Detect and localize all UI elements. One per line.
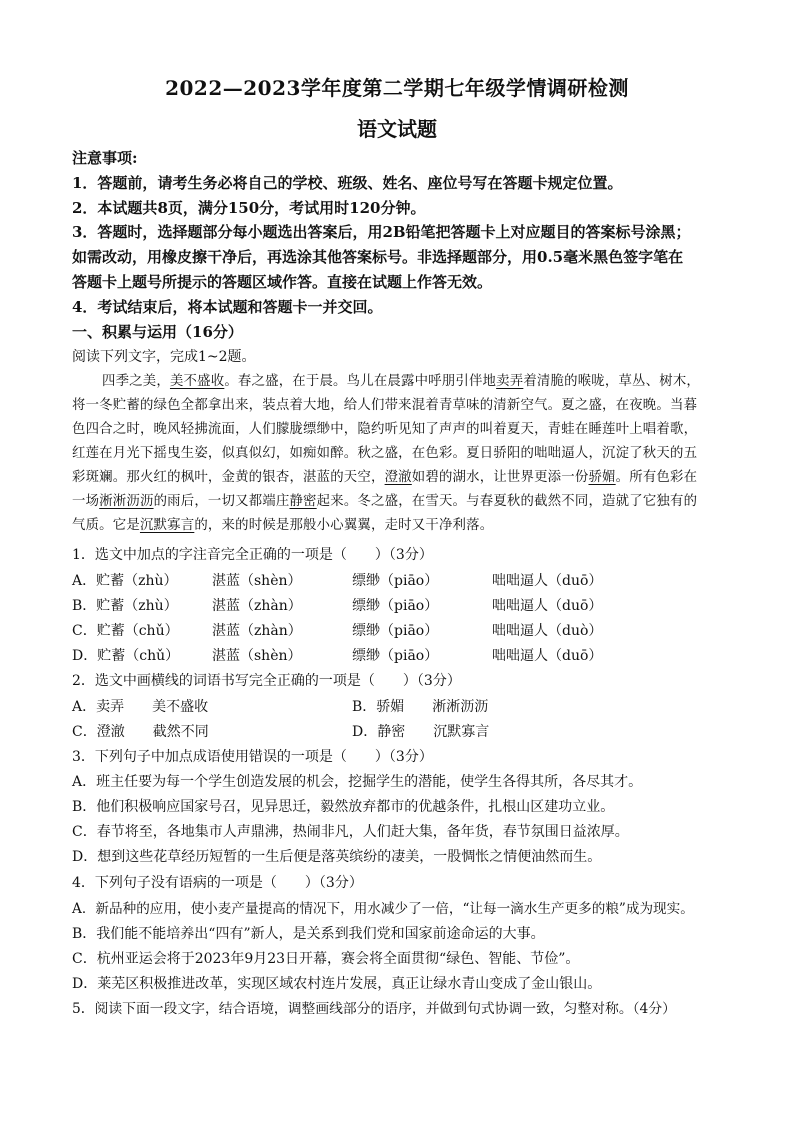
q4-option[interactable]: B．我们能不能培养出“四有”新人，是关系到我们党和国家前途命运的大事。: [72, 926, 545, 942]
q1-option-part: 湛蓝（zhàn）: [212, 598, 302, 614]
underlined-word: 澄澈: [384, 470, 412, 485]
q1-option[interactable]: B．贮蓄（zhù）: [72, 598, 178, 614]
q1-option[interactable]: C．贮蓄（chǔ）: [72, 623, 179, 639]
underlined-word: 骄媚: [588, 470, 616, 485]
q1-option-part: 咄咄逼人（duō）: [492, 573, 603, 589]
underlined-word: 淅淅沥沥: [99, 494, 154, 509]
q3-option[interactable]: B．他们积极响应国家号召，见异思迁，毅然放弃都市的优越条件，扎根山区建功立业。: [72, 799, 615, 815]
q3-option[interactable]: C．春节将至，各地集市人声鼎沸，热闹非凡，人们赶大集，备年货，春节氛围日益浓厚。: [72, 824, 629, 840]
q1-option-part: 湛蓝（shèn）: [212, 573, 302, 589]
question-1-stem: 1．选文中加点的字注音完全正确的一项是（ ）（3分）: [72, 547, 433, 563]
q2-option[interactable]: C．澄澈 截然不同: [72, 724, 209, 740]
q2-option[interactable]: B．骄媚 淅淅沥沥: [352, 699, 489, 715]
q1-option-part: 缥缈（piāo）: [352, 623, 439, 639]
q1-option-part: 缥缈（piāo）: [352, 648, 439, 664]
q3-option[interactable]: A．班主任要为每一个学生创造发展的机会，挖掘学生的潜能，使学生各得其所，各尽其才。: [72, 774, 643, 790]
q4-option[interactable]: A．新品种的应用，使小麦产量提高的情况下，用水减少了一倍，“让每一滴水生产更多的粮”成为现实。: [72, 901, 694, 917]
notes-item: 如需改动，用橡皮擦干净后，再选涂其他答案标号。非选择题部分，用0.5毫米黑色签字笔在: [72, 248, 684, 266]
q1-option[interactable]: A．贮蓄（zhù）: [72, 573, 178, 589]
question-3-stem: 3．下列句子中加点成语使用错误的一项是（ ）（3分）: [72, 749, 433, 765]
underlined-word: 沉默寡言: [139, 518, 195, 533]
question-4-stem: 4．下列句子没有语病的一项是（ ）（3分）: [72, 875, 363, 891]
q4-option[interactable]: C．杭州亚运会将于2023年9月23日开幕，赛会将全面贯彻“绿色、智能、节俭”。: [72, 951, 580, 967]
section-heading: 一、积累与运用（16分）: [72, 323, 243, 341]
q1-option[interactable]: D．贮蓄（chǔ）: [72, 648, 180, 664]
notes-item: 4．考试结束后，将本试题和答题卡一并交回。: [72, 298, 383, 316]
page-subtitle: 语文试题: [357, 117, 437, 141]
notes-item: 3．答题时，选择题部分每小题选出答案后，用2B铅笔把答题卡上对应题目的答案标号涂黑；: [72, 223, 691, 241]
q4-option[interactable]: D．莱芜区积极推进改革，实现区域农村连片发展，真正让绿水青山变成了金山银山。: [72, 976, 602, 992]
passage-line: 四季之美，美不盛收。春之盛，在于晨。鸟儿在晨露中呼朋引伴地卖弄着清脆的喉咙，草丛、树木，: [102, 374, 701, 389]
q1-option-part: 湛蓝（shèn）: [212, 648, 302, 664]
q1-option-part: 缥缈（piāo）: [352, 598, 439, 614]
section-intro: 阅读下列文字，完成1~2题。: [72, 349, 256, 365]
passage-line: 红莲在月光下摇曳生姿，似真似幻，如痴如醉。秋之盛，在色彩。夏日骄阳的咄咄逼人，沉淀了秋天的五: [72, 446, 698, 461]
underlined-word: 美不盛收: [169, 374, 225, 389]
underlined-word: 静密: [289, 494, 317, 509]
underlined-word: 卖弄: [496, 374, 524, 389]
page-title: 2022—2023学年度第二学期七年级学情调研检测: [165, 76, 629, 100]
q1-option-part: 咄咄逼人（duō）: [492, 598, 603, 614]
passage-line: 气质。它是沉默寡言的，来的时候是那般小心翼翼，走时又干净利落。: [72, 518, 494, 533]
q1-option-part: 咄咄逼人（duò）: [492, 623, 603, 639]
notes-item: 2．本试题共8页，满分150分，考试用时120分钟。: [72, 199, 426, 217]
passage-line: 一场淅淅沥沥的雨后，一切又都端庄静密起来。冬之盛，在雪天。与春夏秋的截然不同，造就了它独有的: [72, 494, 698, 509]
q1-option-part: 咄咄逼人（duō）: [492, 648, 603, 664]
q2-option[interactable]: A．卖弄 美不盛收: [72, 699, 209, 715]
passage-line: 彩斑斓。那火红的枫叶，金黄的银杏，湛蓝的天空，澄澈如碧的湖水，让世界更添一份骄媚。所有色彩在: [72, 470, 698, 485]
notes-item: 答题卡上题号所提示的答题区域作答。直接在试题上作答无效。: [72, 273, 493, 291]
q3-option[interactable]: D．想到这些花草经历短暂的一生后便是落英缤纷的凄美，一股惆怅之情便油然而生。: [72, 849, 602, 865]
question-5-stem: 5．阅读下面一段文字，结合语境，调整画线部分的语序，并做到句式协调一致，匀整对称。（4分）: [72, 1001, 676, 1017]
q1-option-part: 缥缈（piāo）: [352, 573, 439, 589]
q2-option[interactable]: D．静密 沉默寡言: [352, 724, 490, 740]
passage-line: 将一冬贮蓄的绿色全都拿出来，装点着大地，给人们带来混着青草味的清新空气。夏之盛，在夜晚。当暮: [72, 398, 698, 413]
question-2-stem: 2．选文中画横线的词语书写完全正确的一项是（ ）（3分）: [72, 673, 461, 689]
q1-option-part: 湛蓝（zhàn）: [212, 623, 302, 639]
passage-line: 色四合之时，晚风轻拂流面，人们朦胧缥缈中，隐约听见知了声声的叫着夏天，青蛙在睡莲叶上唱着歌，: [72, 422, 698, 437]
notes-heading: 注意事项:: [72, 149, 138, 167]
notes-item: 1．答题前，请考生务必将自己的学校、班级、姓名、座位号写在答题卡规定位置。: [72, 174, 623, 192]
